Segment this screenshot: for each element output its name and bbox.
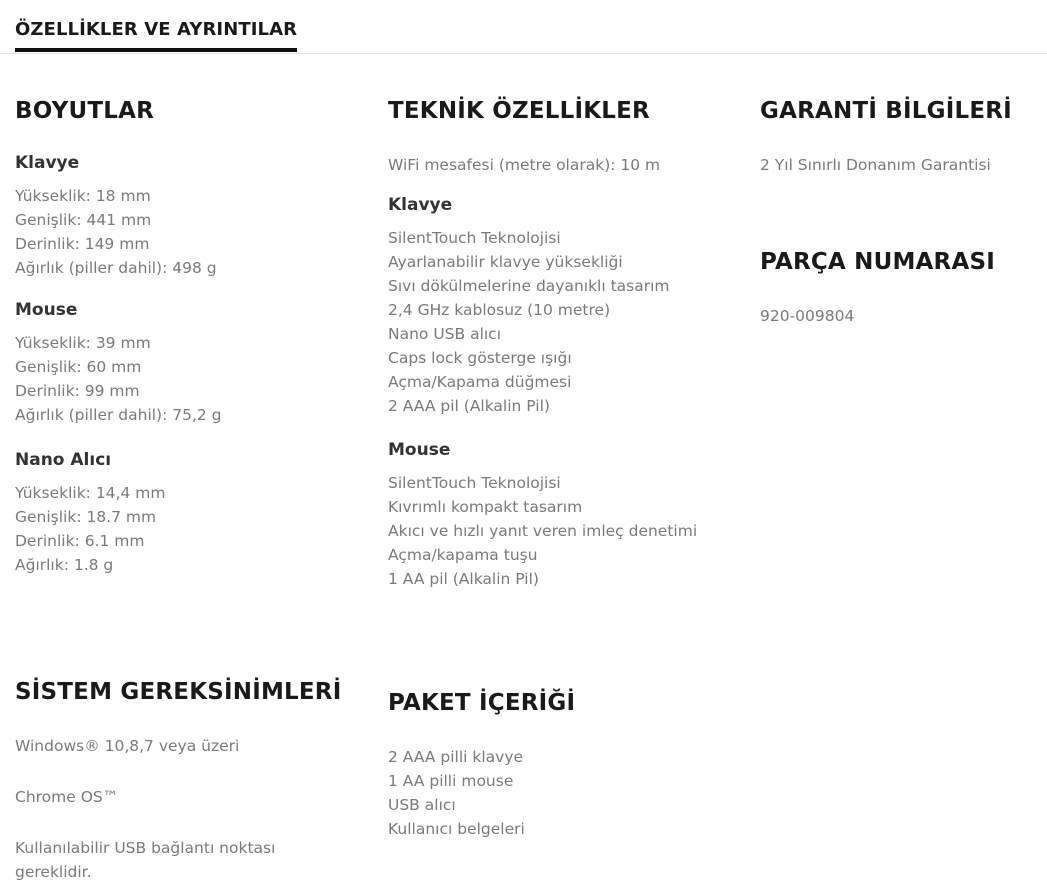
list-item: Derinlik: 6.1 mm	[15, 532, 145, 550]
list-item: Genişlik: 60 mm	[15, 358, 142, 376]
list-item: Açma/Kapama düğmesi	[388, 373, 572, 391]
package-contents-heading: PAKET İÇERİĞİ	[388, 690, 576, 716]
mouse-dimensions-list	[15, 331, 222, 427]
list-item: 2 AAA pilli klavye	[388, 748, 524, 766]
list-item: Ayarlanabilir klavye yüksekliği	[388, 253, 623, 271]
list-item: Ağırlık (piller dahil): 75,2 g	[15, 406, 222, 424]
package-contents-section	[388, 689, 575, 841]
list-item: SilentTouch Teknolojisi	[388, 229, 561, 247]
list-item: Akıcı ve hızlı yanıt veren imleç denetimi	[388, 522, 698, 540]
tab-specs-and-details[interactable]: ÖZELLİKLER VE AYRINTILAR	[15, 18, 297, 52]
list-item: 2 AAA pil (Alkalin Pil)	[388, 397, 550, 415]
list-item: Yükseklik: 18 mm	[15, 187, 151, 205]
list-item: Genişlik: 18.7 mm	[15, 508, 157, 526]
keyboard-dimensions-heading: Klavye	[15, 153, 80, 173]
list-item: Nano USB alıcı	[388, 325, 502, 343]
specs-tab-bar	[0, 0, 1047, 54]
mouse-features-heading: Mouse	[388, 440, 451, 460]
list-item: Genişlik: 441 mm	[15, 211, 152, 229]
keyboard-features-list	[388, 226, 697, 418]
list-item: Derinlik: 99 mm	[15, 382, 140, 400]
technical-section	[388, 97, 697, 591]
dimensions-section	[15, 97, 222, 577]
list-item: Ağırlık: 1.8 g	[15, 556, 114, 574]
list-item: SilentTouch Teknolojisi	[388, 474, 561, 492]
part-number-value: 920-009804	[760, 307, 855, 325]
list-item: Açma/kapama tuşu	[388, 546, 538, 564]
list-item: USB alıcı	[388, 796, 456, 814]
list-item: Kullanıcı belgeleri	[388, 820, 525, 838]
list-item: Yükseklik: 39 mm	[15, 334, 151, 352]
list-item: 1 AA pil (Alkalin Pil)	[388, 570, 539, 588]
receiver-dimensions-heading: Nano Alıcı	[15, 450, 112, 470]
part-number-heading: PARÇA NUMARASI	[760, 249, 995, 275]
warranty-section	[760, 97, 1012, 177]
keyboard-dimensions-list	[15, 184, 222, 280]
list-item: Kullanılabilir USB bağlantı noktası gereklidir.	[15, 839, 276, 881]
list-item: Yükseklik: 14,4 mm	[15, 484, 166, 502]
list-item: Kıvrımlı kompakt tasarım	[388, 498, 583, 516]
list-item: Ağırlık (piller dahil): 498 g	[15, 259, 217, 277]
part-number-section	[760, 248, 995, 328]
warranty-text: 2 Yıl Sınırlı Donanım Garantisi	[760, 156, 991, 174]
technical-heading: TEKNİK ÖZELLİKLER	[388, 98, 650, 124]
system-requirements-section	[15, 678, 342, 884]
list-item: Windows® 10,8,7 veya üzeri	[15, 737, 240, 755]
package-contents-list	[388, 745, 575, 841]
keyboard-features-heading: Klavye	[388, 195, 453, 215]
list-item: 2,4 GHz kablosuz (10 metre)	[388, 301, 611, 319]
mouse-features-list	[388, 471, 697, 591]
mouse-dimensions-heading: Mouse	[15, 300, 78, 320]
warranty-heading: GARANTİ BİLGİLERİ	[760, 98, 1012, 124]
list-item: Caps lock gösterge ışığı	[388, 349, 572, 367]
list-item: Derinlik: 149 mm	[15, 235, 150, 253]
receiver-dimensions-list	[15, 481, 222, 577]
list-item: Chrome OS™	[15, 788, 119, 806]
system-requirements-heading: SİSTEM GEREKSİNİMLERİ	[15, 679, 342, 705]
wifi-range: WiFi mesafesi (metre olarak): 10 m	[388, 156, 661, 174]
list-item: 1 AA pilli mouse	[388, 772, 514, 790]
dimensions-heading: BOYUTLAR	[15, 98, 155, 124]
list-item: Sıvı dökülmelerine dayanıklı tasarım	[388, 277, 670, 295]
